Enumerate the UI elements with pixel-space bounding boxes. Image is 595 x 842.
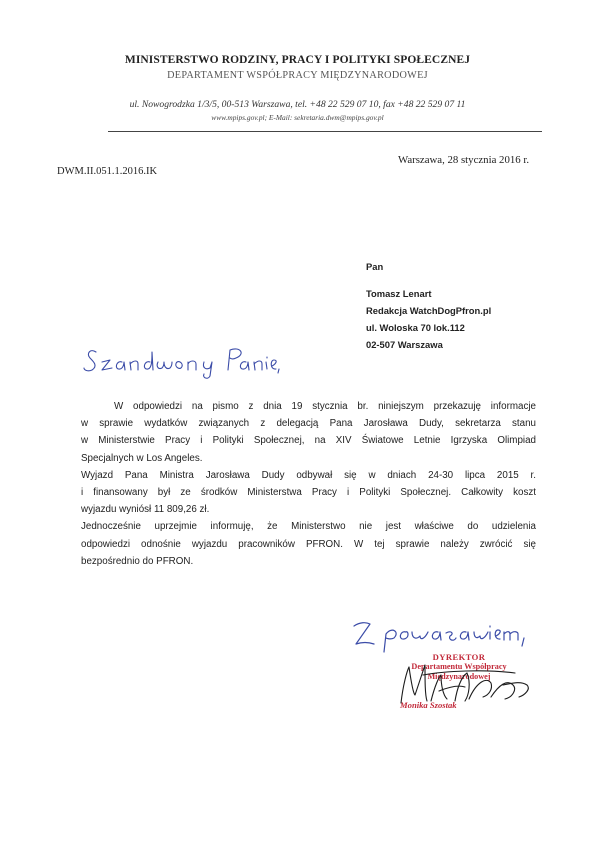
body-line: wyjazdu wyniósł 11 809,26 zł. [81,504,210,516]
recipient-salutation: Pan [366,261,384,272]
stamp-department-line2: Międzynarodowej [427,672,491,681]
body-line: i finansowany był ze środków Ministerstwa Pracy i Polityki Społecznej. Całkowity koszt [81,487,536,499]
handwritten-closing [350,608,550,656]
body-line: Specjalnych w Los Angeles. [81,452,203,464]
recipient-street: ul. Woloska 70 lok.112 [366,322,465,333]
body-line: w Ministerstwie Pracy i Polityki Społecznej, na XIV Światowe Letnie Igrzyska Olimpiad [81,435,536,447]
recipient-city: 02-507 Warszawa [366,339,443,350]
letterhead-department: DEPARTAMENT WSPÓŁPRACY MIĘDZYNARODOWEJ [167,70,428,81]
stamp-department-line1: Departamentu Współpracy [411,662,507,671]
letter-body [81,398,536,570]
body-line: Wyjazd Pana Ministra Jarosława Dudy odbywał się w dniach 24-30 lipca 2015 r. [81,469,536,481]
body-line: bezpośrednio do PFRON. [81,555,194,567]
body-line: w sprawie wydatków związanych z delegacją Pana Jarosława Dudy, sekretarza stanu [81,418,536,430]
body-line: Jednocześnie uprzejmie informuję, że Ministerstwo nie jest właściwe do udzielenia [81,521,536,533]
stamp-title: DYREKTOR [432,652,486,662]
recipient-company: Redakcja WatchDogPfron.pl [366,305,492,316]
letterhead-address: ul. Nowogrodzka 1/3/5, 00-513 Warszawa, tel. +48 22 529 07 10, fax +48 22 529 07 11 [129,99,466,110]
body-line: odpowiedzi odnośnie wyjazdu pracowników PFRON. W tej sprawie należy zwrócić się [81,538,536,550]
handwritten-greeting [80,340,280,380]
body-line: W odpowiedzi na pismo z dnia 19 stycznia br. niniejszym przekazuję informacje [114,401,536,412]
recipient-name: Tomasz Lenart [366,288,432,299]
header-divider [108,131,542,132]
letterhead-contact: www.mpips.gov.pl; E-Mail: sekretaria.dwm@mpips.gov.pl [211,113,384,122]
letterhead-ministry: MINISTERSTWO RODZINY, PRACY I POLITYKI SPOŁECZNEJ [124,54,471,66]
stamp-name: Monika Szostak [400,700,457,710]
reference-number: DWM.II.051.1.2016.IK [57,166,158,177]
letter-date: Warszawa, 28 stycznia 2016 r. [398,154,530,166]
handwritten-signature [395,655,545,715]
recipient-address [366,258,491,353]
